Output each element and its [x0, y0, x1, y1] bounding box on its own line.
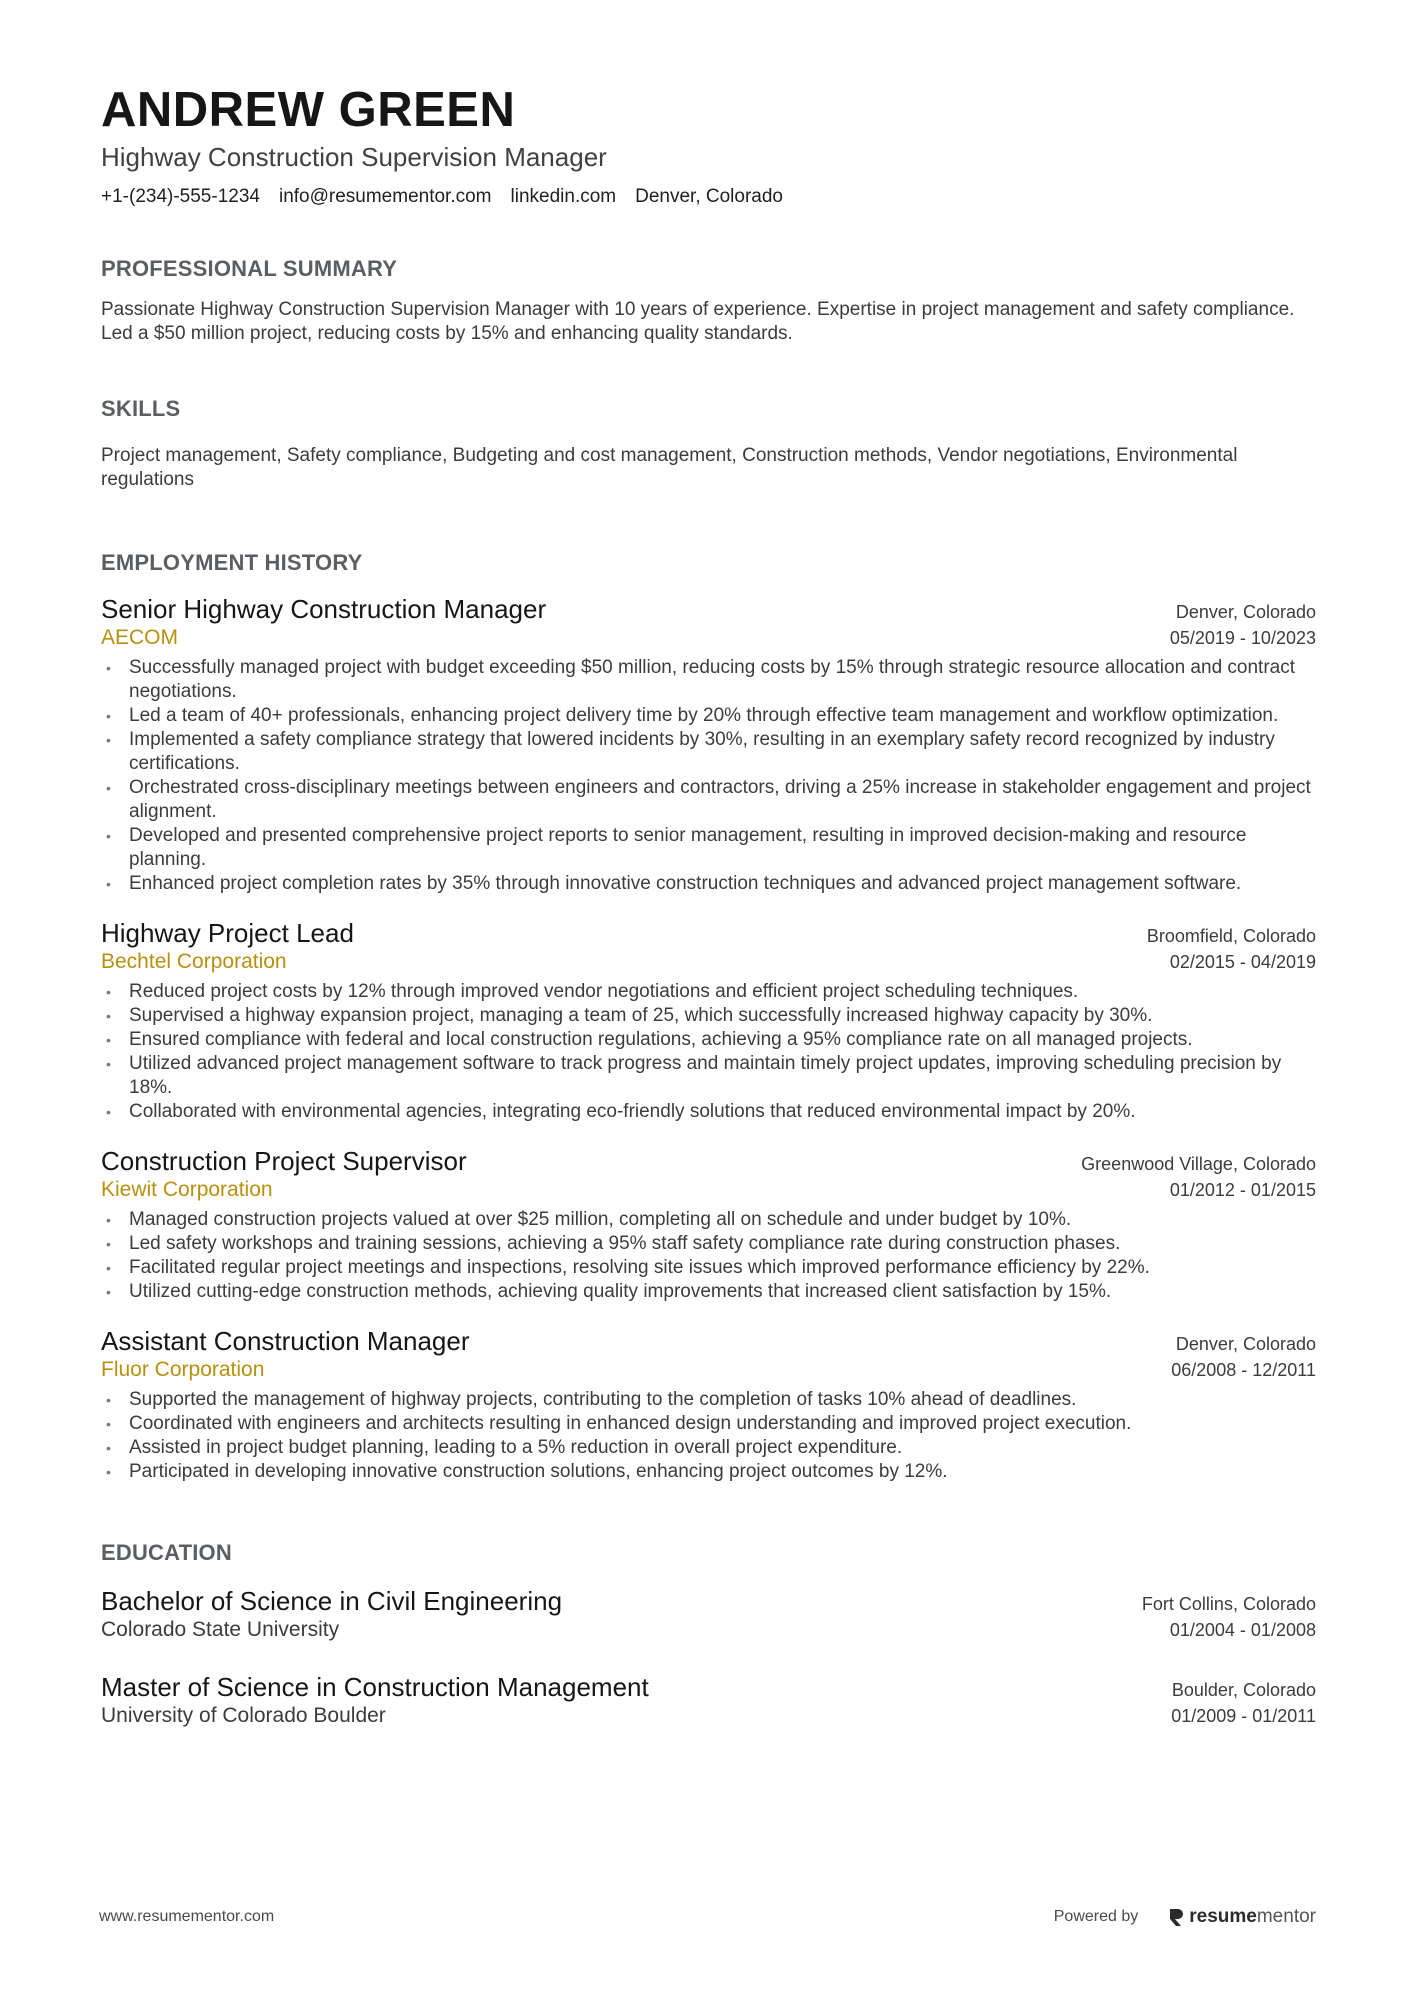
skills-text: Project management, Safety compliance, Budgeting and cost management, Construction methods, Vendor negotiations, Environmental regulations — [101, 444, 1238, 490]
education-entry — [101, 1586, 1316, 1644]
job-location: Greenwood Village, Colorado — [1081, 1153, 1316, 1174]
contact-phone[interactable]: +1-(234)-555-1234 — [101, 185, 260, 207]
job-entry — [101, 918, 1316, 1124]
job-company: Bechtel Corporation — [101, 949, 287, 973]
powered-by-label: Powered by — [1053, 1908, 1139, 1925]
contact-row — [101, 186, 1316, 208]
job-bullet: • Orchestrated cross-disciplinary meetings between engineers and contractors, driving a 25% increase in stakeholder engagement and project alignment. — [106, 776, 1311, 822]
job-dates: 05/2019 - 10/2023 — [1169, 627, 1316, 648]
job-bullet: • Led a team of 40+ professionals, enhancing project delivery time by 20% through effective team management and workflow optimization. — [106, 704, 1279, 726]
job-entry — [101, 1146, 1316, 1304]
bullet-dot-icon: • — [106, 1031, 111, 1048]
summary-text: Passionate Highway Construction Supervision Manager with 10 years of experience. Expertise in project management and safety compliance. Led a $50 million project, reducing costs by 15% and enhancing quality standards. — [101, 298, 1295, 344]
contact-linkedin[interactable]: linkedin.com — [510, 185, 617, 207]
contact-location: Denver, Colorado — [635, 185, 783, 207]
job-bullets — [101, 1208, 1316, 1304]
job-company: Fluor Corporation — [101, 1357, 265, 1381]
summary-heading: PROFESSIONAL SUMMARY — [101, 255, 398, 281]
education-school: Colorado State University — [101, 1617, 340, 1641]
job-bullet: • Participated in developing innovative construction solutions, enhancing project outcomes by 12%. — [106, 1460, 948, 1482]
education-dates: 01/2004 - 01/2008 — [1169, 1619, 1316, 1640]
job-company: Kiewit Corporation — [101, 1177, 273, 1201]
bullet-dot-icon: • — [106, 1463, 111, 1480]
summary-section — [101, 256, 1316, 346]
education-section — [101, 1540, 1316, 1730]
candidate-headline: Highway Construction Supervision Manager — [101, 142, 607, 173]
education-dates: 01/2009 - 01/2011 — [1171, 1705, 1316, 1726]
bullet-dot-icon: • — [106, 1439, 111, 1456]
job-bullets — [101, 1388, 1316, 1484]
education-degree: Bachelor of Science in Civil Engineering — [101, 1585, 563, 1616]
education-location: Boulder, Colorado — [1171, 1679, 1316, 1700]
job-bullet: • Supported the management of highway projects, contributing to the completion of tasks 10% ahead of deadlines. — [106, 1388, 1077, 1410]
bullet-dot-icon: • — [106, 1007, 111, 1024]
job-location: Broomfield, Colorado — [1146, 925, 1316, 946]
bullet-dot-icon: • — [106, 875, 111, 892]
bullet-dot-icon: • — [106, 1103, 111, 1120]
job-company: AECOM — [101, 625, 179, 649]
job-bullet: • Utilized cutting-edge construction methods, achieving quality improvements that increased client satisfaction by 15%. — [106, 1280, 1112, 1302]
job-title: Senior Highway Construction Manager — [101, 593, 547, 624]
logo-text-light: mentor — [1256, 1906, 1316, 1927]
job-location: Denver, Colorado — [1175, 601, 1316, 622]
bullet-dot-icon: • — [106, 1055, 111, 1072]
bullet-dot-icon: • — [106, 1415, 111, 1432]
job-location: Denver, Colorado — [1175, 1333, 1316, 1354]
job-title: Assistant Construction Manager — [101, 1325, 470, 1356]
bullet-dot-icon: • — [106, 983, 111, 1000]
job-dates: 01/2012 - 01/2015 — [1169, 1179, 1316, 1200]
skills-section — [101, 396, 1316, 492]
bullet-dot-icon: • — [106, 1259, 111, 1276]
education-location: Fort Collins, Colorado — [1141, 1593, 1316, 1614]
job-bullet: • Successfully managed project with budget exceeding $50 million, reducing costs by 15% through strategic resource allocation and contract negotiations. — [106, 656, 1295, 702]
page-footer — [99, 1906, 1316, 1928]
bullet-dot-icon: • — [106, 707, 111, 724]
job-bullet: • Assisted in project budget planning, leading to a 5% reduction in overall project expenditure. — [106, 1436, 903, 1458]
bullet-dot-icon: • — [106, 1283, 111, 1300]
job-bullet: • Utilized advanced project management software to track progress and maintain timely project updates, improving scheduling precision by 18%. — [106, 1052, 1282, 1098]
resumementor-logo-icon — [1168, 1907, 1184, 1927]
job-entry — [101, 594, 1316, 896]
candidate-name: ANDREW GREEN — [101, 83, 516, 137]
job-bullets — [101, 656, 1316, 896]
job-bullet: • Supervised a highway expansion project, managing a team of 25, which successfully increased highway capacity by 30%. — [106, 1004, 1153, 1026]
bullet-dot-icon: • — [106, 1391, 111, 1408]
job-title: Highway Project Lead — [101, 917, 354, 948]
job-bullet: • Developed and presented comprehensive project reports to senior management, resulting in improved decision-making and resource planning. — [106, 824, 1247, 870]
bullet-dot-icon: • — [106, 1211, 111, 1228]
employment-section — [101, 550, 1316, 1484]
resume-page — [101, 82, 1316, 1730]
job-bullet: • Facilitated regular project meetings and inspections, resolving site issues which improved performance efficiency by 22%. — [106, 1256, 1150, 1278]
job-bullet: • Managed construction projects valued at over $25 million, completing all on schedule and under budget by 10%. — [106, 1208, 1072, 1230]
job-entry — [101, 1326, 1316, 1484]
powered-by — [1054, 1906, 1316, 1928]
bullet-dot-icon: • — [106, 731, 111, 748]
education-entry — [101, 1672, 1316, 1730]
job-bullet: • Collaborated with environmental agencies, integrating eco-friendly solutions that reduced environmental impact by 20%. — [106, 1100, 1136, 1122]
bullet-dot-icon: • — [106, 659, 111, 676]
footer-website-link[interactable]: www.resumementor.com — [99, 1908, 275, 1925]
job-bullet: • Led safety workshops and training sessions, achieving a 95% staff safety compliance rate during construction phases. — [106, 1232, 1121, 1254]
logo-text-strong: resume — [1189, 1906, 1257, 1927]
job-bullet: • Coordinated with engineers and architects resulting in enhanced design understanding and improved project execution. — [106, 1412, 1132, 1434]
job-bullet: • Implemented a safety compliance strategy that lowered incidents by 30%, resulting in an exemplary safety record recognized by industry certifications. — [106, 728, 1275, 774]
education-heading: EDUCATION — [101, 1539, 232, 1565]
job-bullet: • Ensured compliance with federal and local construction regulations, achieving a 95% compliance rate on all managed projects. — [106, 1028, 1193, 1050]
job-bullet: • Reduced project costs by 12% through improved vendor negotiations and efficient project scheduling techniques. — [106, 980, 1079, 1002]
bullet-dot-icon: • — [106, 779, 111, 796]
employment-heading: EMPLOYMENT HISTORY — [101, 549, 363, 575]
job-title: Construction Project Supervisor — [101, 1145, 467, 1176]
skills-heading: SKILLS — [101, 395, 181, 421]
job-dates: 02/2015 - 04/2019 — [1169, 951, 1316, 972]
bullet-dot-icon: • — [106, 827, 111, 844]
resumementor-logo[interactable] — [1168, 1906, 1316, 1928]
job-bullets — [101, 980, 1316, 1124]
bullet-dot-icon: • — [106, 1235, 111, 1252]
job-bullet: • Enhanced project completion rates by 35% through innovative construction techniques and advanced project management software. — [106, 872, 1242, 894]
education-school: University of Colorado Boulder — [101, 1703, 386, 1727]
contact-email[interactable]: info@resumementor.com — [278, 185, 492, 207]
education-degree: Master of Science in Construction Management — [101, 1671, 649, 1702]
job-dates: 06/2008 - 12/2011 — [1171, 1359, 1316, 1380]
